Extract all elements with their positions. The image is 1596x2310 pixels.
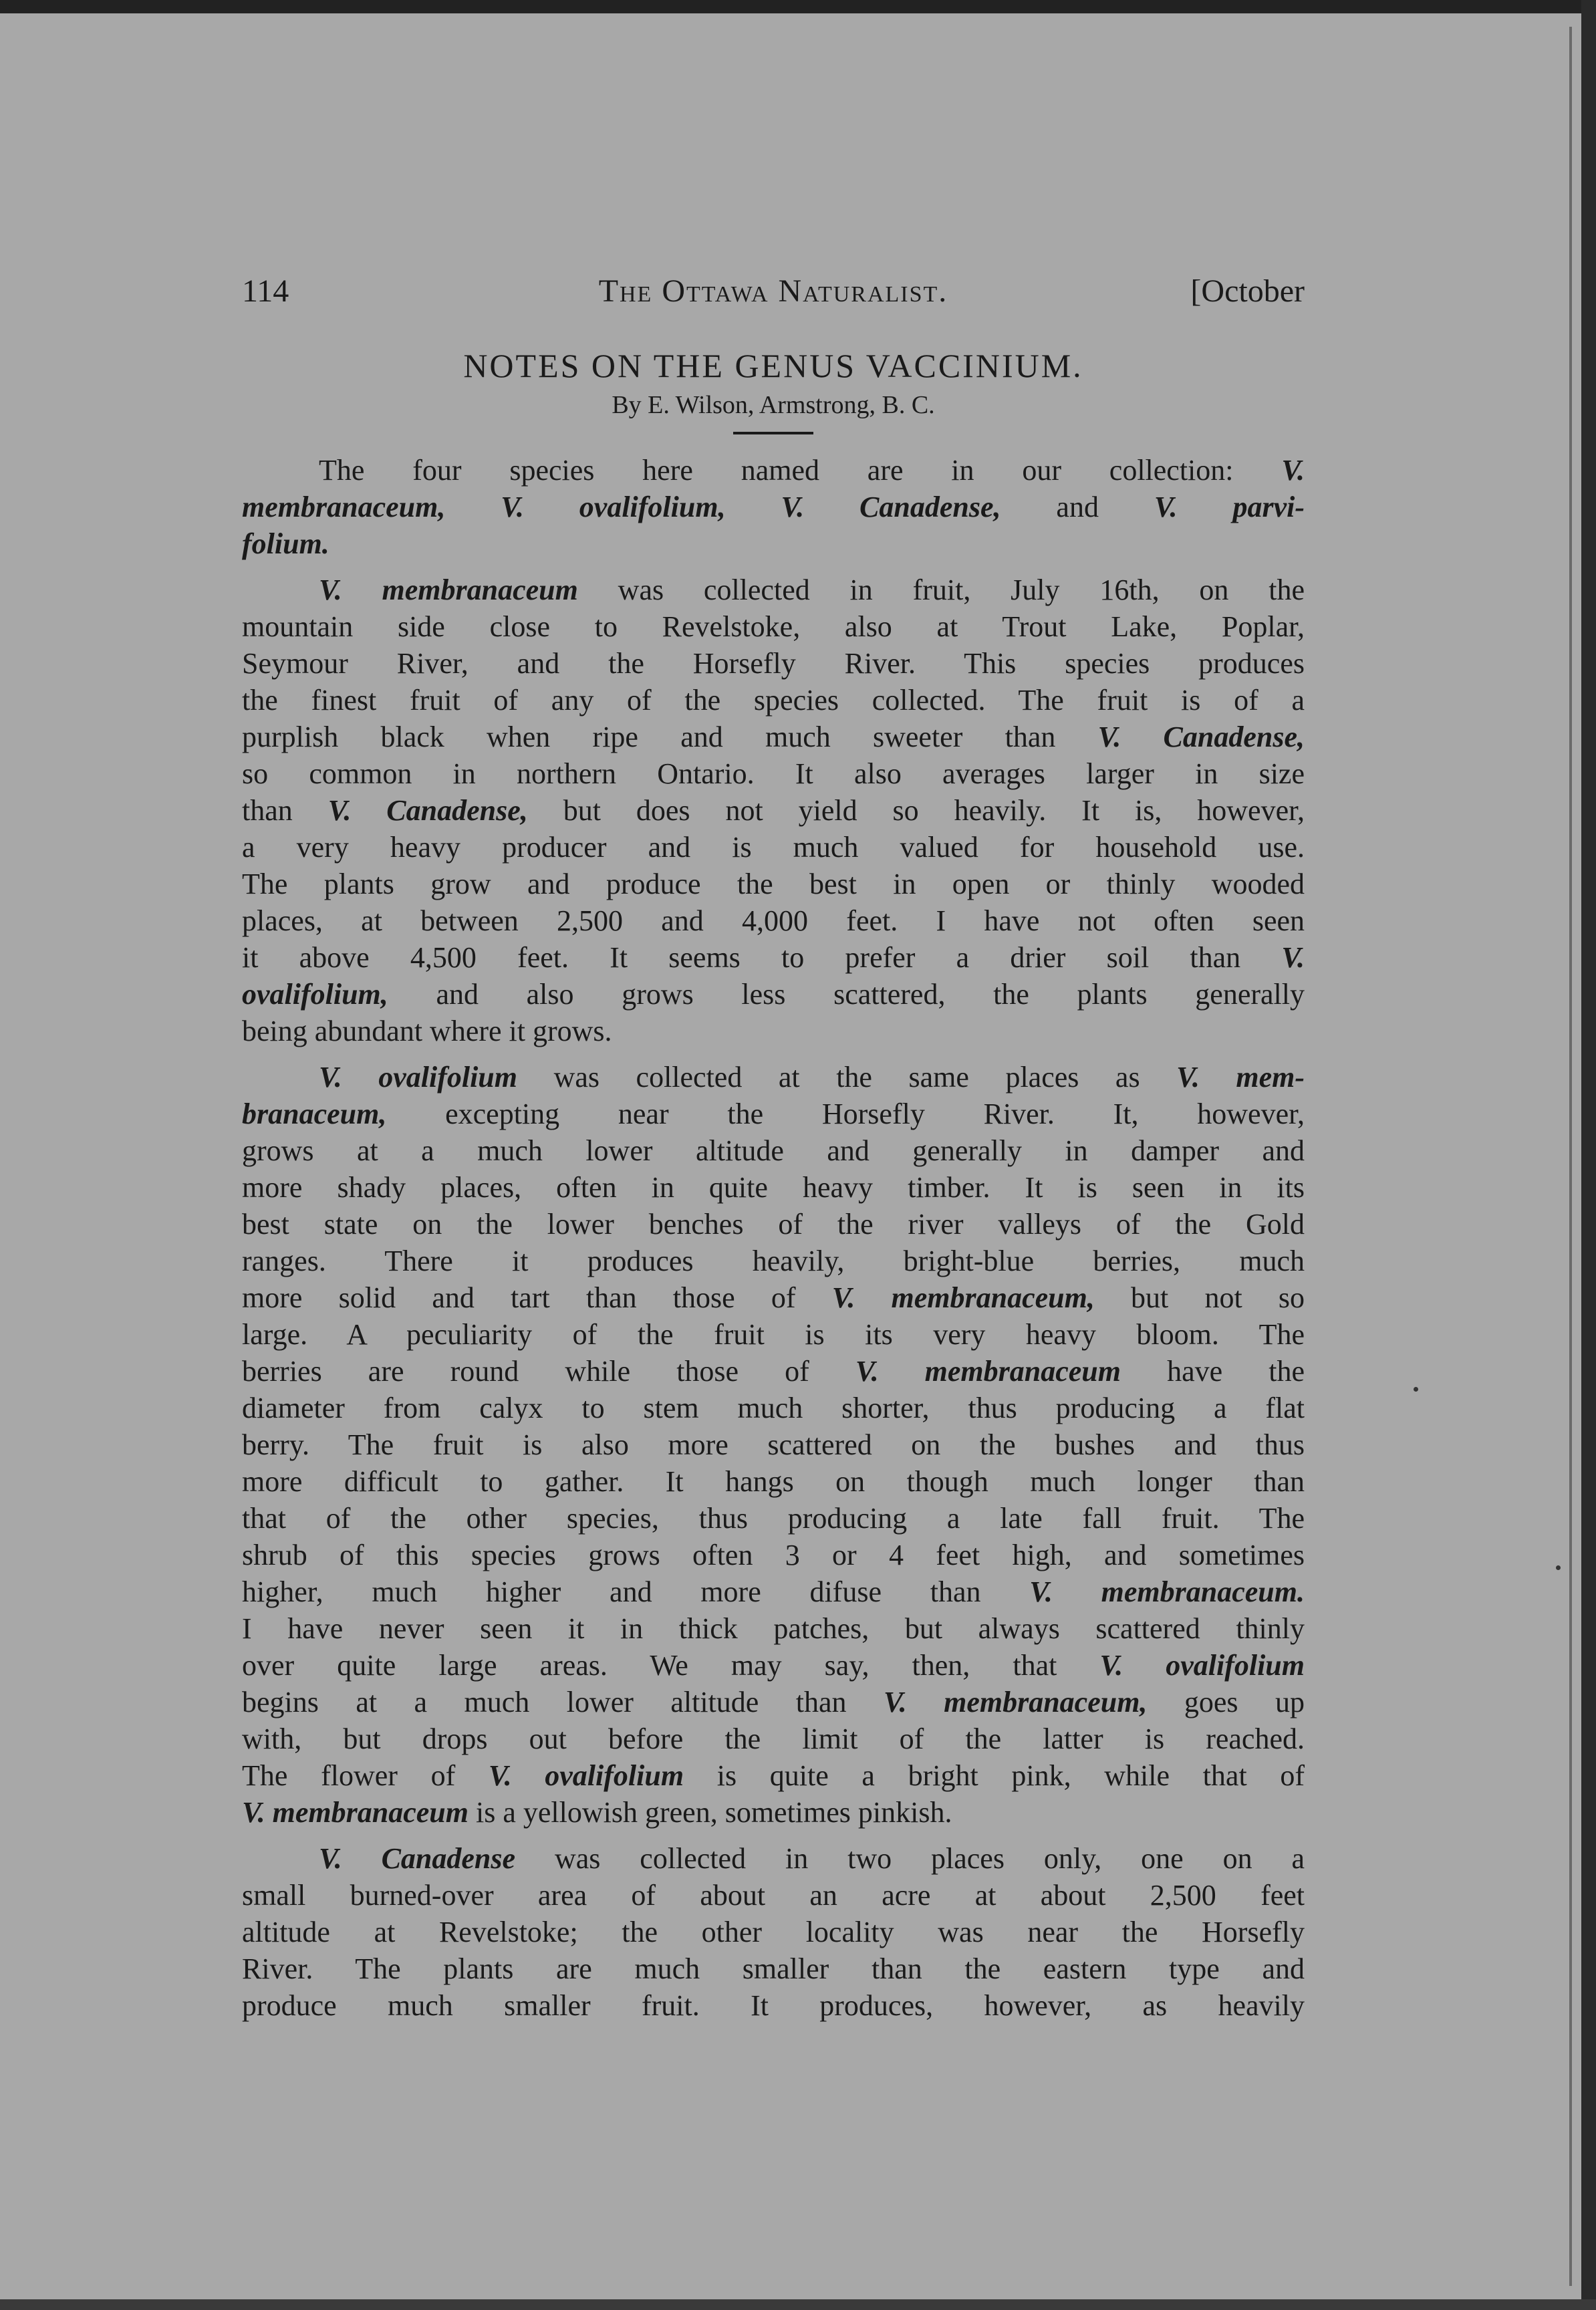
scan-border-right bbox=[1581, 0, 1596, 2310]
text-run: was collected in two places only, one on a bbox=[515, 1842, 1305, 1875]
text-line bbox=[242, 1987, 1305, 2024]
text-run: excepting near the Horsefly River. It, however, bbox=[386, 1098, 1305, 1130]
text-line bbox=[242, 571, 1305, 608]
text-run: more solid and tart than those of bbox=[242, 1281, 832, 1314]
text-run: so common in northern Ontario. It also averages larger in size bbox=[242, 757, 1305, 790]
text-run: and also grows less scattered, the plants generally bbox=[388, 978, 1305, 1011]
species-name: V. membranaceum. bbox=[1029, 1575, 1305, 1608]
species-name: V. Canadense bbox=[319, 1842, 516, 1875]
text-line bbox=[242, 1353, 1305, 1390]
text-line bbox=[242, 452, 1305, 489]
species-name: V. parvi- bbox=[1154, 491, 1305, 523]
text-run: large. A peculiarity of the fruit is its very heavy bloom. The bbox=[242, 1318, 1305, 1351]
species-name: V. membranaceum bbox=[242, 1796, 469, 1829]
text-run: was collected at the same places as bbox=[517, 1061, 1177, 1094]
text-line bbox=[242, 1794, 1305, 1831]
title-rule bbox=[733, 432, 813, 434]
species-name: V. Canadense, bbox=[327, 794, 528, 827]
species-name: V. membranaceum bbox=[319, 573, 578, 606]
species-name: V. ovalifolium bbox=[1099, 1649, 1305, 1682]
text-line bbox=[242, 1684, 1305, 1720]
text-line bbox=[242, 1500, 1305, 1537]
running-head bbox=[242, 267, 1305, 314]
paragraph bbox=[242, 571, 1305, 1049]
text-run: is quite a bright pink, while that of bbox=[684, 1759, 1305, 1792]
text-run: have the bbox=[1121, 1355, 1305, 1388]
article-byline: By E. Wilson, Armstrong, B. C. bbox=[612, 391, 935, 419]
text-run: a very heavy producer and is much valued for household use. bbox=[242, 831, 1305, 864]
text-run: The flower of bbox=[242, 1759, 489, 1792]
species-name: folium. bbox=[242, 527, 329, 560]
text-line bbox=[242, 489, 1305, 525]
text-line bbox=[242, 1840, 1305, 1877]
text-line bbox=[242, 1279, 1305, 1316]
text-run: more difficult to gather. It hangs on though much longer than bbox=[242, 1465, 1305, 1498]
text-line bbox=[242, 682, 1305, 719]
scan-border-bottom bbox=[0, 2299, 1596, 2310]
scan-edge-line bbox=[1569, 27, 1572, 2286]
text-run: is a yellowish green, sometimes pinkish. bbox=[469, 1796, 952, 1829]
text-run: best state on the lower benches of the river valleys of the Gold bbox=[242, 1208, 1305, 1241]
text-run: being abundant where it grows. bbox=[242, 1015, 612, 1047]
text-line bbox=[242, 1390, 1305, 1426]
text-run: the finest fruit of any of the species collected. The fruit is of a bbox=[242, 684, 1305, 717]
article-body bbox=[242, 452, 1305, 2024]
text-line bbox=[242, 1647, 1305, 1684]
text-line bbox=[242, 1573, 1305, 1610]
text-line bbox=[242, 645, 1305, 682]
text-run: with, but drops out before the limit of the latter is reached. bbox=[242, 1722, 1305, 1755]
text-line bbox=[242, 1877, 1305, 1914]
text-run: berries are round while those of bbox=[242, 1355, 855, 1388]
text-run: purplish black when ripe and much sweeter than bbox=[242, 721, 1098, 753]
text-run: The plants grow and produce the best in open or thinly wooded bbox=[242, 868, 1305, 900]
text-line bbox=[242, 866, 1305, 902]
species-name: V. membranaceum bbox=[855, 1355, 1121, 1388]
text-line bbox=[242, 1463, 1305, 1500]
text-line bbox=[242, 939, 1305, 976]
text-line bbox=[242, 1206, 1305, 1243]
scan-border-top bbox=[0, 0, 1596, 13]
species-name: V. membranaceum, bbox=[831, 1281, 1095, 1314]
text-line bbox=[242, 829, 1305, 866]
text-line bbox=[242, 1132, 1305, 1169]
text-run: and bbox=[1001, 491, 1154, 523]
text-line bbox=[242, 1096, 1305, 1132]
species-name: V. ovalifolium bbox=[319, 1061, 518, 1094]
text-line bbox=[242, 1169, 1305, 1206]
text-line bbox=[242, 1720, 1305, 1757]
text-run: small burned-over area of about an acre at about 2,500 feet bbox=[242, 1879, 1305, 1912]
issue-month: [October bbox=[1190, 273, 1305, 309]
text-run: goes up bbox=[1147, 1686, 1305, 1718]
text-run: berry. The fruit is also more scattered on the bushes and thus bbox=[242, 1428, 1305, 1461]
text-line bbox=[242, 1426, 1305, 1463]
species-name: branaceum, bbox=[242, 1098, 387, 1130]
paragraph bbox=[242, 1059, 1305, 1831]
text-run: but not so bbox=[1094, 1281, 1305, 1314]
text-run: higher, much higher and more difuse than bbox=[242, 1575, 1030, 1608]
species-name: V. bbox=[1281, 454, 1305, 487]
text-line bbox=[242, 792, 1305, 829]
text-run: than bbox=[242, 794, 328, 827]
text-run: more shady places, often in quite heavy timber. It is seen in its bbox=[242, 1171, 1305, 1204]
text-line bbox=[242, 719, 1305, 755]
text-line bbox=[242, 608, 1305, 645]
text-line bbox=[242, 1243, 1305, 1279]
journal-title: The Ottawa Naturalist. bbox=[598, 273, 948, 309]
text-line bbox=[242, 525, 1305, 562]
text-run: mountain side close to Revelstoke, also at Trout Lake, Poplar, bbox=[242, 610, 1305, 643]
paragraph bbox=[242, 1840, 1305, 2024]
scan-speck bbox=[1414, 1387, 1418, 1392]
text-line bbox=[242, 1013, 1305, 1049]
species-name: ovalifolium, bbox=[242, 978, 388, 1011]
text-run: Seymour River, and the Horsefly River. This species produces bbox=[242, 647, 1305, 680]
text-line bbox=[242, 1950, 1305, 1987]
paragraph bbox=[242, 452, 1305, 562]
text-line bbox=[242, 976, 1305, 1013]
text-run: it above 4,500 feet. It seems to prefer a drier soil than bbox=[242, 941, 1282, 974]
text-line bbox=[242, 902, 1305, 939]
text-line bbox=[242, 1316, 1305, 1353]
text-run: I have never seen it in thick patches, but always scattered thinly bbox=[242, 1612, 1305, 1645]
species-name: V. bbox=[1281, 941, 1305, 974]
text-line bbox=[242, 1537, 1305, 1573]
text-line bbox=[242, 1914, 1305, 1950]
text-line bbox=[242, 1610, 1305, 1647]
text-run: shrub of this species grows often 3 or 4 feet high, and sometimes bbox=[242, 1539, 1305, 1571]
species-name: V. ovalifolium bbox=[488, 1759, 684, 1792]
text-line bbox=[242, 755, 1305, 792]
species-name: membranaceum, V. ovalifolium, V. Canadense, bbox=[242, 491, 1001, 523]
species-name: V. membranaceum, bbox=[883, 1686, 1148, 1718]
text-run: grows at a much lower altitude and generally in damper and bbox=[242, 1134, 1305, 1167]
text-line bbox=[242, 1059, 1305, 1096]
species-name: V. Canadense, bbox=[1097, 721, 1305, 753]
article-title: NOTES ON THE GENUS VACCINIUM. bbox=[463, 347, 1083, 384]
text-run: begins at a much lower altitude than bbox=[242, 1686, 884, 1718]
text-run: was collected in fruit, July 16th, on the bbox=[577, 573, 1305, 606]
species-name: V. mem- bbox=[1176, 1061, 1305, 1094]
text-line bbox=[242, 1757, 1305, 1794]
text-run: over quite large areas. We may say, then, that bbox=[242, 1649, 1100, 1682]
text-run: The four species here named are in our collection: bbox=[319, 454, 1282, 487]
text-run: ranges. There it produces heavily, bright-blue berries, much bbox=[242, 1245, 1305, 1277]
page-number: 114 bbox=[242, 273, 289, 309]
journal-page bbox=[242, 267, 1305, 2033]
text-run: altitude at Revelstoke; the other locality was near the Horsefly bbox=[242, 1916, 1305, 1948]
text-run: but does not yield so heavily. It is, however, bbox=[527, 794, 1305, 827]
text-run: River. The plants are much smaller than the eastern type and bbox=[242, 1952, 1305, 1985]
text-run: places, at between 2,500 and 4,000 feet. I have not often seen bbox=[242, 904, 1305, 937]
text-run: diameter from calyx to stem much shorter, thus producing a flat bbox=[242, 1392, 1305, 1424]
text-run: produce much smaller fruit. It produces, however, as heavily bbox=[242, 1989, 1305, 2022]
scan-speck bbox=[1556, 1565, 1561, 1570]
text-run: that of the other species, thus producing a late fall fruit. The bbox=[242, 1502, 1305, 1535]
